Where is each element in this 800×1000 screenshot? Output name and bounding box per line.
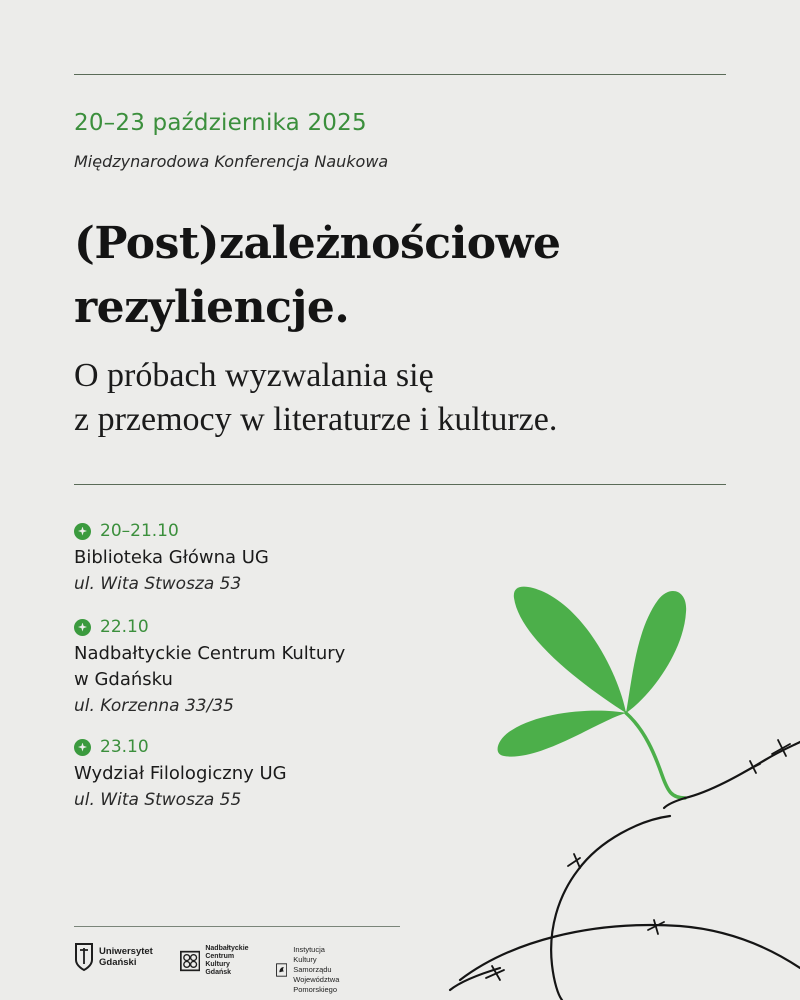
- sprout-stem: [626, 713, 685, 798]
- star-bullet-icon: [74, 619, 91, 636]
- middle-divider: [74, 484, 726, 485]
- logo-pomorskie: [276, 945, 348, 995]
- venue-name: Biblioteka Główna UG: [74, 547, 269, 568]
- title-line-1: (Post)zależnościowe: [74, 218, 561, 269]
- barbed-wire-strand: [551, 816, 670, 1000]
- venue-address: ul. Korzenna 33/35: [74, 696, 234, 716]
- logo-ug-line-1: Uniwersytet: [99, 946, 153, 957]
- ug-crest-icon: [74, 942, 94, 972]
- venue-address: ul. Wita Stwosza 55: [74, 790, 242, 810]
- barb: [486, 966, 504, 980]
- logo-nck-line-3: Gdańsk: [205, 969, 232, 976]
- star-bullet-icon: [74, 739, 91, 756]
- logo-nck: [180, 945, 252, 977]
- barb: [648, 920, 664, 934]
- barbed-wire-strand: [460, 925, 800, 980]
- logo-inst-line-2: Województwa Pomorskiego: [293, 975, 340, 994]
- pomorskie-griffin-icon: [276, 958, 287, 982]
- sprout-barbed-wire-illustration: [440, 570, 800, 1000]
- logo-ug-line-2: Gdański: [99, 957, 137, 968]
- venue-item-2: [74, 617, 414, 719]
- sprout-leaf-right: [626, 591, 686, 713]
- venue-name: Wydział Filologiczny UG: [74, 763, 287, 784]
- logo-nck-line-2: Centrum Kultury: [205, 953, 235, 968]
- barbed-wire-strand: [664, 798, 685, 808]
- venue-name: [74, 641, 414, 693]
- logo-nck-line-1: Nadbałtyckie: [205, 945, 249, 952]
- conference-lead: [74, 354, 754, 442]
- venue-dates: 23.10: [100, 737, 149, 757]
- venue-item-1: [74, 521, 269, 597]
- venue-name-line-1: Nadbałtyckie Centrum Kultury: [74, 643, 346, 664]
- lead-line-2: z przemocy w literaturze i kulturze.: [74, 401, 558, 438]
- barbed-wire-strand: [450, 968, 500, 990]
- top-divider: [74, 74, 726, 75]
- venue-dates: 22.10: [100, 617, 149, 637]
- venue-dates: 20–21.10: [100, 521, 179, 541]
- conference-dates: 20–23 października 2025: [74, 110, 367, 136]
- venue-address: ul. Wita Stwosza 53: [74, 574, 242, 594]
- barb: [744, 761, 760, 773]
- nck-knot-icon: [180, 949, 200, 973]
- venue-item-3: [74, 737, 287, 813]
- logo-ug: [74, 942, 153, 972]
- lead-line-1: O próbach wyzwalania się: [74, 357, 434, 394]
- venue-name-line-2: w Gdańsku: [74, 669, 173, 690]
- logo-inst-line-1: Instytucja Kultury Samorządu: [293, 945, 332, 974]
- title-line-2: rezyliencje.: [74, 282, 350, 333]
- footer-divider: [74, 926, 400, 927]
- conference-subtitle: Międzynarodowa Konferencja Naukowa: [74, 152, 389, 171]
- sprout-leaf-left: [514, 587, 626, 713]
- barb: [568, 854, 580, 868]
- star-bullet-icon: [74, 523, 91, 540]
- conference-title: [74, 212, 734, 340]
- sprout-leaf-bottom: [498, 711, 626, 757]
